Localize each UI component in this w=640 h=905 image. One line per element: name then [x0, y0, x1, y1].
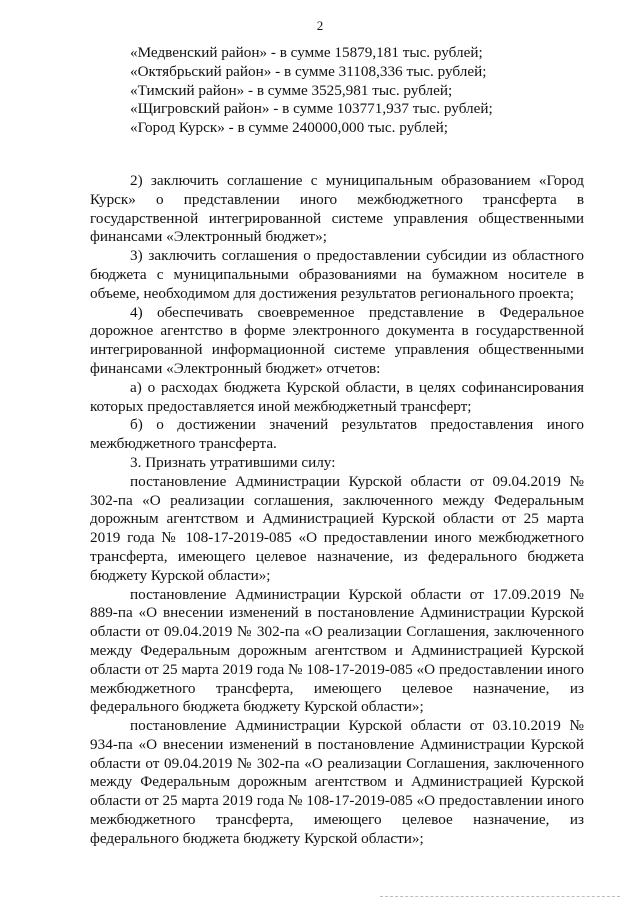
paragraph-item-2: 2) заключить соглашение с муниципальным образованием «Город Курск» о представлении иного межбюджетного трансферта в государственной интегрированной системе управления общественными финансами «Электронный бюджет»; — [90, 171, 584, 246]
paragraph-section-3: 3. Признать утратившими силу: — [130, 453, 336, 471]
district-item: «Тимский район» - в сумме 3525,981 тыс. рублей; — [130, 81, 453, 99]
repealed-resolution-3: постановление Администрации Курской области от 03.10.2019 № 934-па «О внесении изменений в постановление Администрации Курской области от 09.04.2019 № 302-па «О реализации Соглашения, заключенного между Федеральным дорожным агентством и Администрацией Курской области от 25 марта 2019 года № 108-17-2019-085 «О предоставлении иного межбюджетного трансферта, имеющего целевое назначение, из федерального бюджета бюджету Курской области»; — [90, 717, 584, 847]
section-gap — [90, 138, 584, 172]
district-list — [90, 44, 584, 138]
repealed-resolution-2: постановление Администрации Курской области от 17.09.2019 № 889-па «О внесении изменений в постановление Администрации Курской области от 09.04.2019 № 302-па «О реализации Соглашения, заключенного между Федеральным дорожным агентством и Администрацией Курской области от 25 марта 2019 года № 108-17-2019-085 «О предоставлении иного межбюджетного трансферта, имеющего целевое назначение, из федерального бюджета бюджету Курской области»; — [90, 585, 584, 716]
paragraph-subitem-b: б) о достижении значений результатов предоставления иного межбюджетного трансферта. — [90, 416, 584, 453]
district-item: «Медвенский район» - в сумме 15879,181 тыс. рублей; — [130, 44, 483, 61]
paragraph-subitem-a: а) о расходах бюджета Курской области, в целях софинансирования которых предоставляется иной межбюджетный трансферт; — [90, 378, 584, 415]
page-number: 2 — [316, 18, 324, 33]
paragraph-item-3: 3) заключить соглашения о предоставлении субсидии из областного бюджета с муниципальными образованиями на бумажном носителе в объеме, необходимом для достижения результатов регионального проекта; — [90, 247, 584, 302]
paragraph-item-4: 4) обеспечивать своевременное представление в Федеральное дорожное агентство в форме электронного документа в государственной интегрированной информационной системе управления общественными финансами «Электронный бюджет» отчетов: — [90, 303, 584, 377]
repealed-resolution-1: постановление Администрации Курской области от 09.04.2019 № 302-па «О реализации соглашения, заключенного между Федеральным дорожным агентством и Администрацией Курской области от 25 марта 2019 года № 108-17-2019-085 «О предоставлении иного межбюджетного трансферта, имеющего целевое назначение, из федерального бюджета бюджету Курской области»; — [90, 472, 584, 584]
scan-edge-line — [380, 896, 620, 897]
district-item: «Щигровский район» - в сумме 103771,937 тыс. рублей; — [130, 100, 493, 118]
district-item: «Октябрьский район» - в сумме 31108,336 тыс. рублей; — [130, 62, 487, 80]
document-body — [90, 44, 584, 849]
district-item: «Город Курск» - в сумме 240000,000 тыс. рублей; — [130, 119, 449, 137]
